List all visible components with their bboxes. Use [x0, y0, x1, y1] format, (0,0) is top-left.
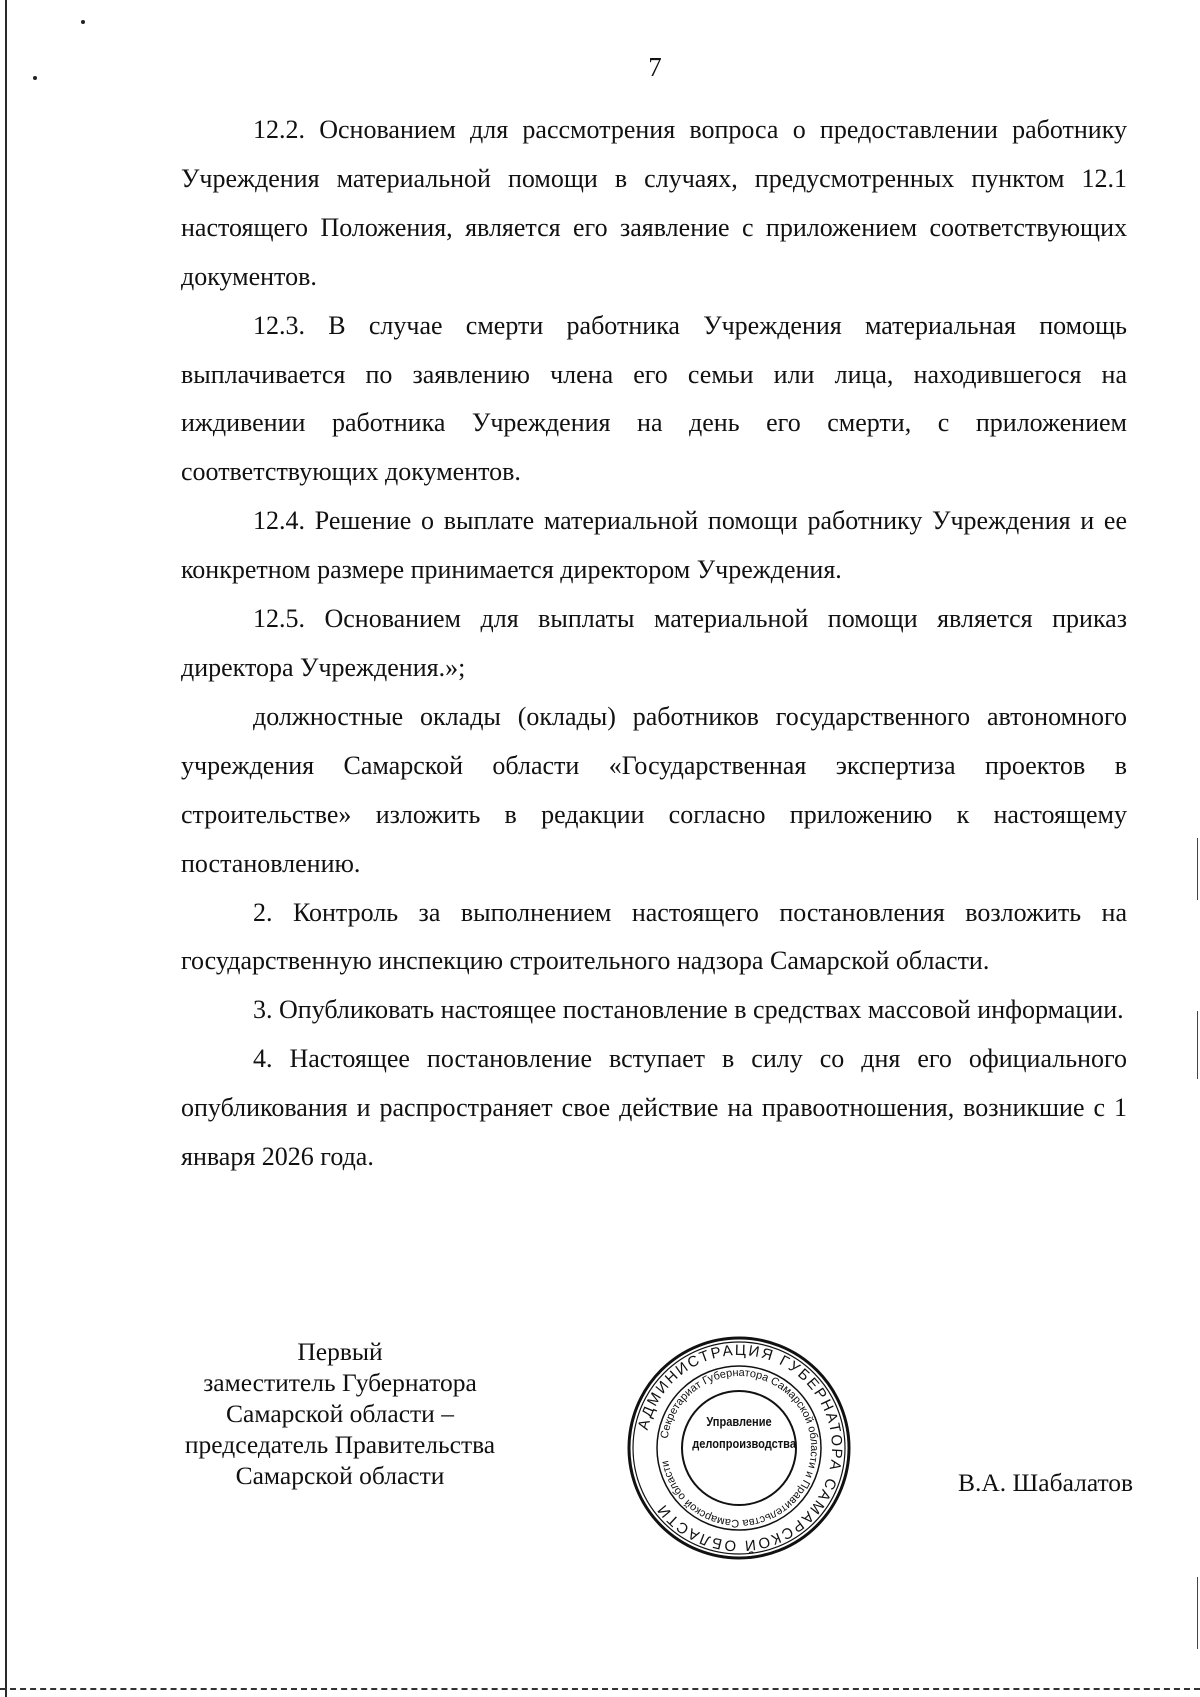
paragraph-12-2: 12.2. Основанием для рассмотрения вопроса о предоставлении работнику Учреждения материальной помощи в случаях, предусмотренных пунктом 12.1 настоящего Положения, является его заявление с приложением соответствующих документов. [181, 115, 1127, 291]
signatory-title-line: Первый [297, 1337, 383, 1366]
signatory-title [150, 1336, 530, 1491]
scan-left-edge [5, 0, 7, 1697]
scan-mark [1197, 1011, 1198, 1079]
paragraph-4: 4. Настоящее постановление вступает в силу со дня его официального опубликования и распространяет свое действие на правоотношения, возникшие с 1 января 2026 года. [181, 1044, 1127, 1172]
document-body [181, 106, 1127, 1182]
signatory-title-line: Самарской области – [226, 1399, 454, 1428]
signatory-title-line: заместитель Губернатора [203, 1368, 477, 1397]
paragraph-2: 2. Контроль за выполнением настоящего постановления возложить на государственную инспекцию строительного надзора Самарской области. [181, 897, 1127, 976]
signatory-name: В.А. Шабалатов [958, 1468, 1134, 1497]
paragraph-12-4: 12.4. Решение о выплате материальной помощи работнику Учреждения и ее конкретном размере принимается директором Учреждения. [181, 506, 1127, 585]
scan-bottom-edge [0, 1688, 1200, 1690]
paragraph-12-5: 12.5. Основанием для выплаты материальной помощи является приказ директора Учреждения.»; [181, 604, 1127, 682]
stamp-center-line: делопроизводства [692, 1436, 796, 1451]
signatory-title-line: Самарской области [235, 1461, 445, 1490]
paragraph-12-3: 12.3. В случае смерти работника Учреждения материальная помощь выплачивается по заявлению члена его семьи или лица, находившегося на иждивении работника Учреждения на день его смерти, с приложением соответствующих документов. [181, 310, 1127, 487]
official-stamp [624, 1333, 854, 1563]
scan-speck [81, 20, 85, 24]
paragraph-3: 3. Опубликовать настоящее постановление в средствах массовой информации. [253, 995, 1124, 1025]
stamp-center-line: Управление [706, 1414, 772, 1429]
page-number: 7 [648, 52, 662, 82]
svg-text:АДМИНИСТРАЦИЯ ГУБЕРНАТОРА САМА: АДМИНИСТРАЦИЯ ГУБЕРНАТОРА САМАРСКОЙ ОБЛАСТИ [634, 1341, 846, 1555]
stamp-center-text [692, 1411, 796, 1455]
scan-mark [1197, 1577, 1198, 1649]
paragraph-salaries: должностные оклады (оклады) работников государственного автономного учреждения Самарской области «Государственная экспертиза проектов в строительстве» изложить в редакции согласно приложению к настоящему постановлению. [181, 701, 1127, 878]
svg-text:Секретариат Губернатора Самарс: Секретариат Губернатора Самарской области и Правительства Самарской области [658, 1366, 821, 1530]
scan-mark [1197, 838, 1198, 900]
signatory-title-line: председатель Правительства [184, 1430, 496, 1459]
